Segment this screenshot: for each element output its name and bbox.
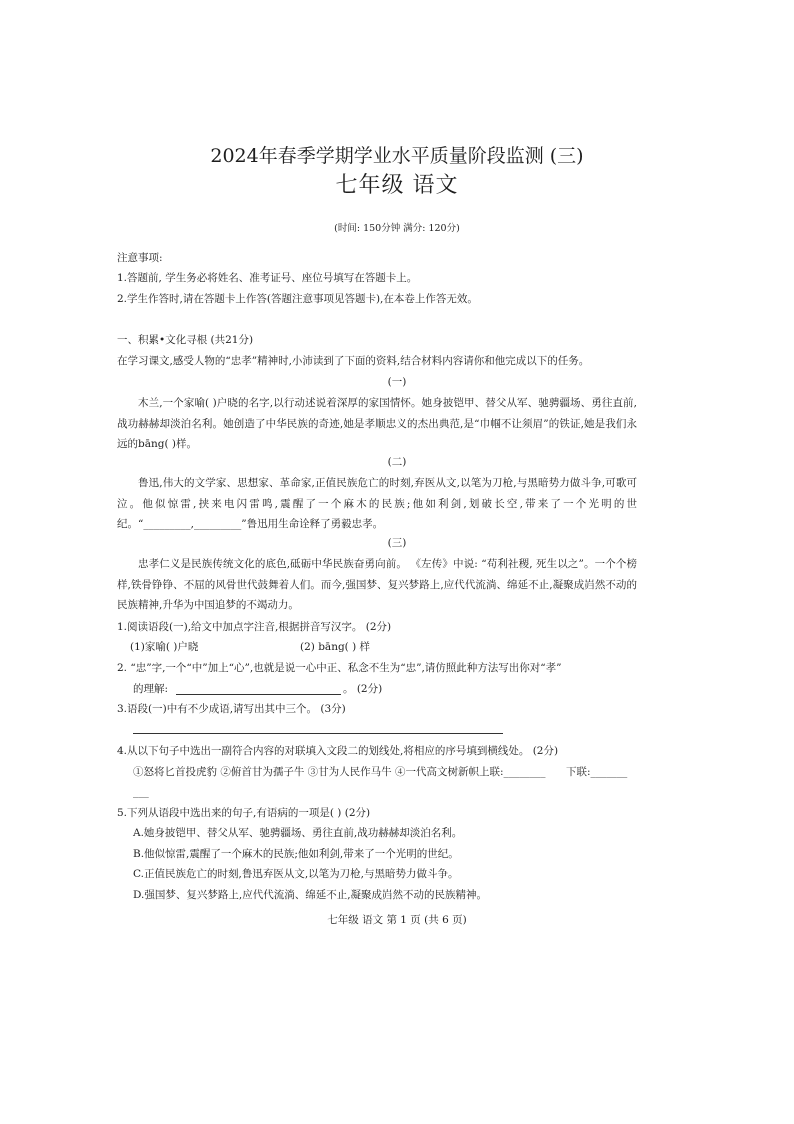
question-5-option-d: D.强国梦、复兴梦路上,应代代流淌、绵延不止,凝聚成岿然不动的民族精神。 [133,889,488,901]
notes-heading: 注意事项: [117,252,163,264]
question-2-line-1: 2. “忠”字,一个“中”加上“心”,也就是说一心中正、私念不生为“忠”,请仿照此种方法写出你对“孝” [117,662,562,674]
question-1-part-a: (1)家喻( )户晓 [130,641,199,653]
question-5-option-b: B.他似惊雷,震醒了一个麻木的民族;他如利剑,带来了一个光明的世纪。 [133,848,459,860]
passage-label-2: (二) [387,456,407,468]
exam-subtitle: 七年级 语文 [335,173,459,198]
section-heading: 一、积累•文化寻根 (共21分) [117,334,254,346]
passage-label-1: (一) [387,376,407,388]
question-4-options: ①怒将匕首投虎豹 ②俯首甘为孺子牛 ③甘为人民作马牛 ④一代高文树新帜上联:________ [133,766,546,778]
question-2-answer-line[interactable] [176,694,341,695]
question-4-lower-couplet: 下联:_______ [566,766,628,778]
question-1-part-b: (2) bāng( ) 样 [300,641,371,653]
notes-item-1: 1.答题前, 学生务必将姓名、准考证号、座位号填写在答题卡上。 [117,272,418,284]
notes-item-2: 2.学生作答时,请在答题卡上作答(答题注意事项见答题卡),在本卷上作答无效。 [117,293,478,305]
question-2-score: 。 (2分) [343,683,383,695]
exam-title: 2024年春季学期学业水平质量阶段监测 (三) [210,145,584,167]
passage-label-3: (三) [387,537,407,549]
passage-text-3: 忠孝仁义是民族传统文化的底色,砥砺中华民族奋勇向前。 《左传》中说: “苟利社稷, 死生以之”。一个个榜样,铁骨铮铮、不屈的风骨世代鼓舞着人们。而今,强国梦、复兴梦路上,应代代流淌、绵延不止,凝聚成岿然不动的民族精神,升华为中国追梦的不竭动力。 [117,558,637,611]
passage-text-2: 鲁迅,伟大的文学家、思想家、革命家,正值民族危亡的时刻,弃医从文,以笔为刀枪,与黑暗势力做斗争,可歌可泣。他似惊雷,挟来电闪雷鸣,震醒了一个麻木的民族;他如利剑,划破长空,带来了一个光明的世纪。“_________,_________”鲁迅用生命诠释了勇毅忠孝。 [117,477,637,530]
question-2-label: 的理解: [133,683,169,695]
section-intro: 在学习课文,感受人物的“忠孝”精神时,小沛读到了下面的资料,结合材料内容请你和他完成以下的任务。 [117,355,590,367]
question-4: 4.从以下句子中选出一副符合内容的对联填入文段二的划线处,将相应的序号填到横线处。 (2分) [117,745,559,757]
question-5-option-a: A.她身披铠甲、替父从军、驰骋疆场、勇往直前,战功赫赫却淡泊名利。 [133,827,463,839]
question-3-answer-line[interactable] [133,733,503,734]
page-footer: 七年级 语文 第 1 页 (共 6 页) [327,914,467,926]
question-3: 3.语段(一)中有不少成语,请写出其中三个。 (3分) [117,703,346,715]
question-5: 5.下列从语段中选出来的句子,有语病的一项是( ) (2分) [117,807,371,819]
question-5-option-c: C.正值民族危亡的时刻,鲁迅弃医从文,以笔为刀枪,与黑暗势力做斗争。 [133,868,459,880]
question-1: 1.阅读语段(一),给文中加点字注音,根据拼音写汉字。 (2分) [117,621,392,633]
time-info: (时间: 150分钟 满分: 120分) [334,223,460,234]
passage-text-1: 木兰,一个家喻( )户晓的名字,以行动述说着深厚的家国情怀。她身披铠甲、替父从军、驰骋疆场、勇往直前,战功赫赫却淡泊名利。她创造了中华民族的奇迹,她是孝顺忠义的杰出典范,是“巾帼不让须眉”的铁证,她是我们永远的bāng( )样。 [117,397,637,450]
question-4-tail: ___ [133,786,149,798]
